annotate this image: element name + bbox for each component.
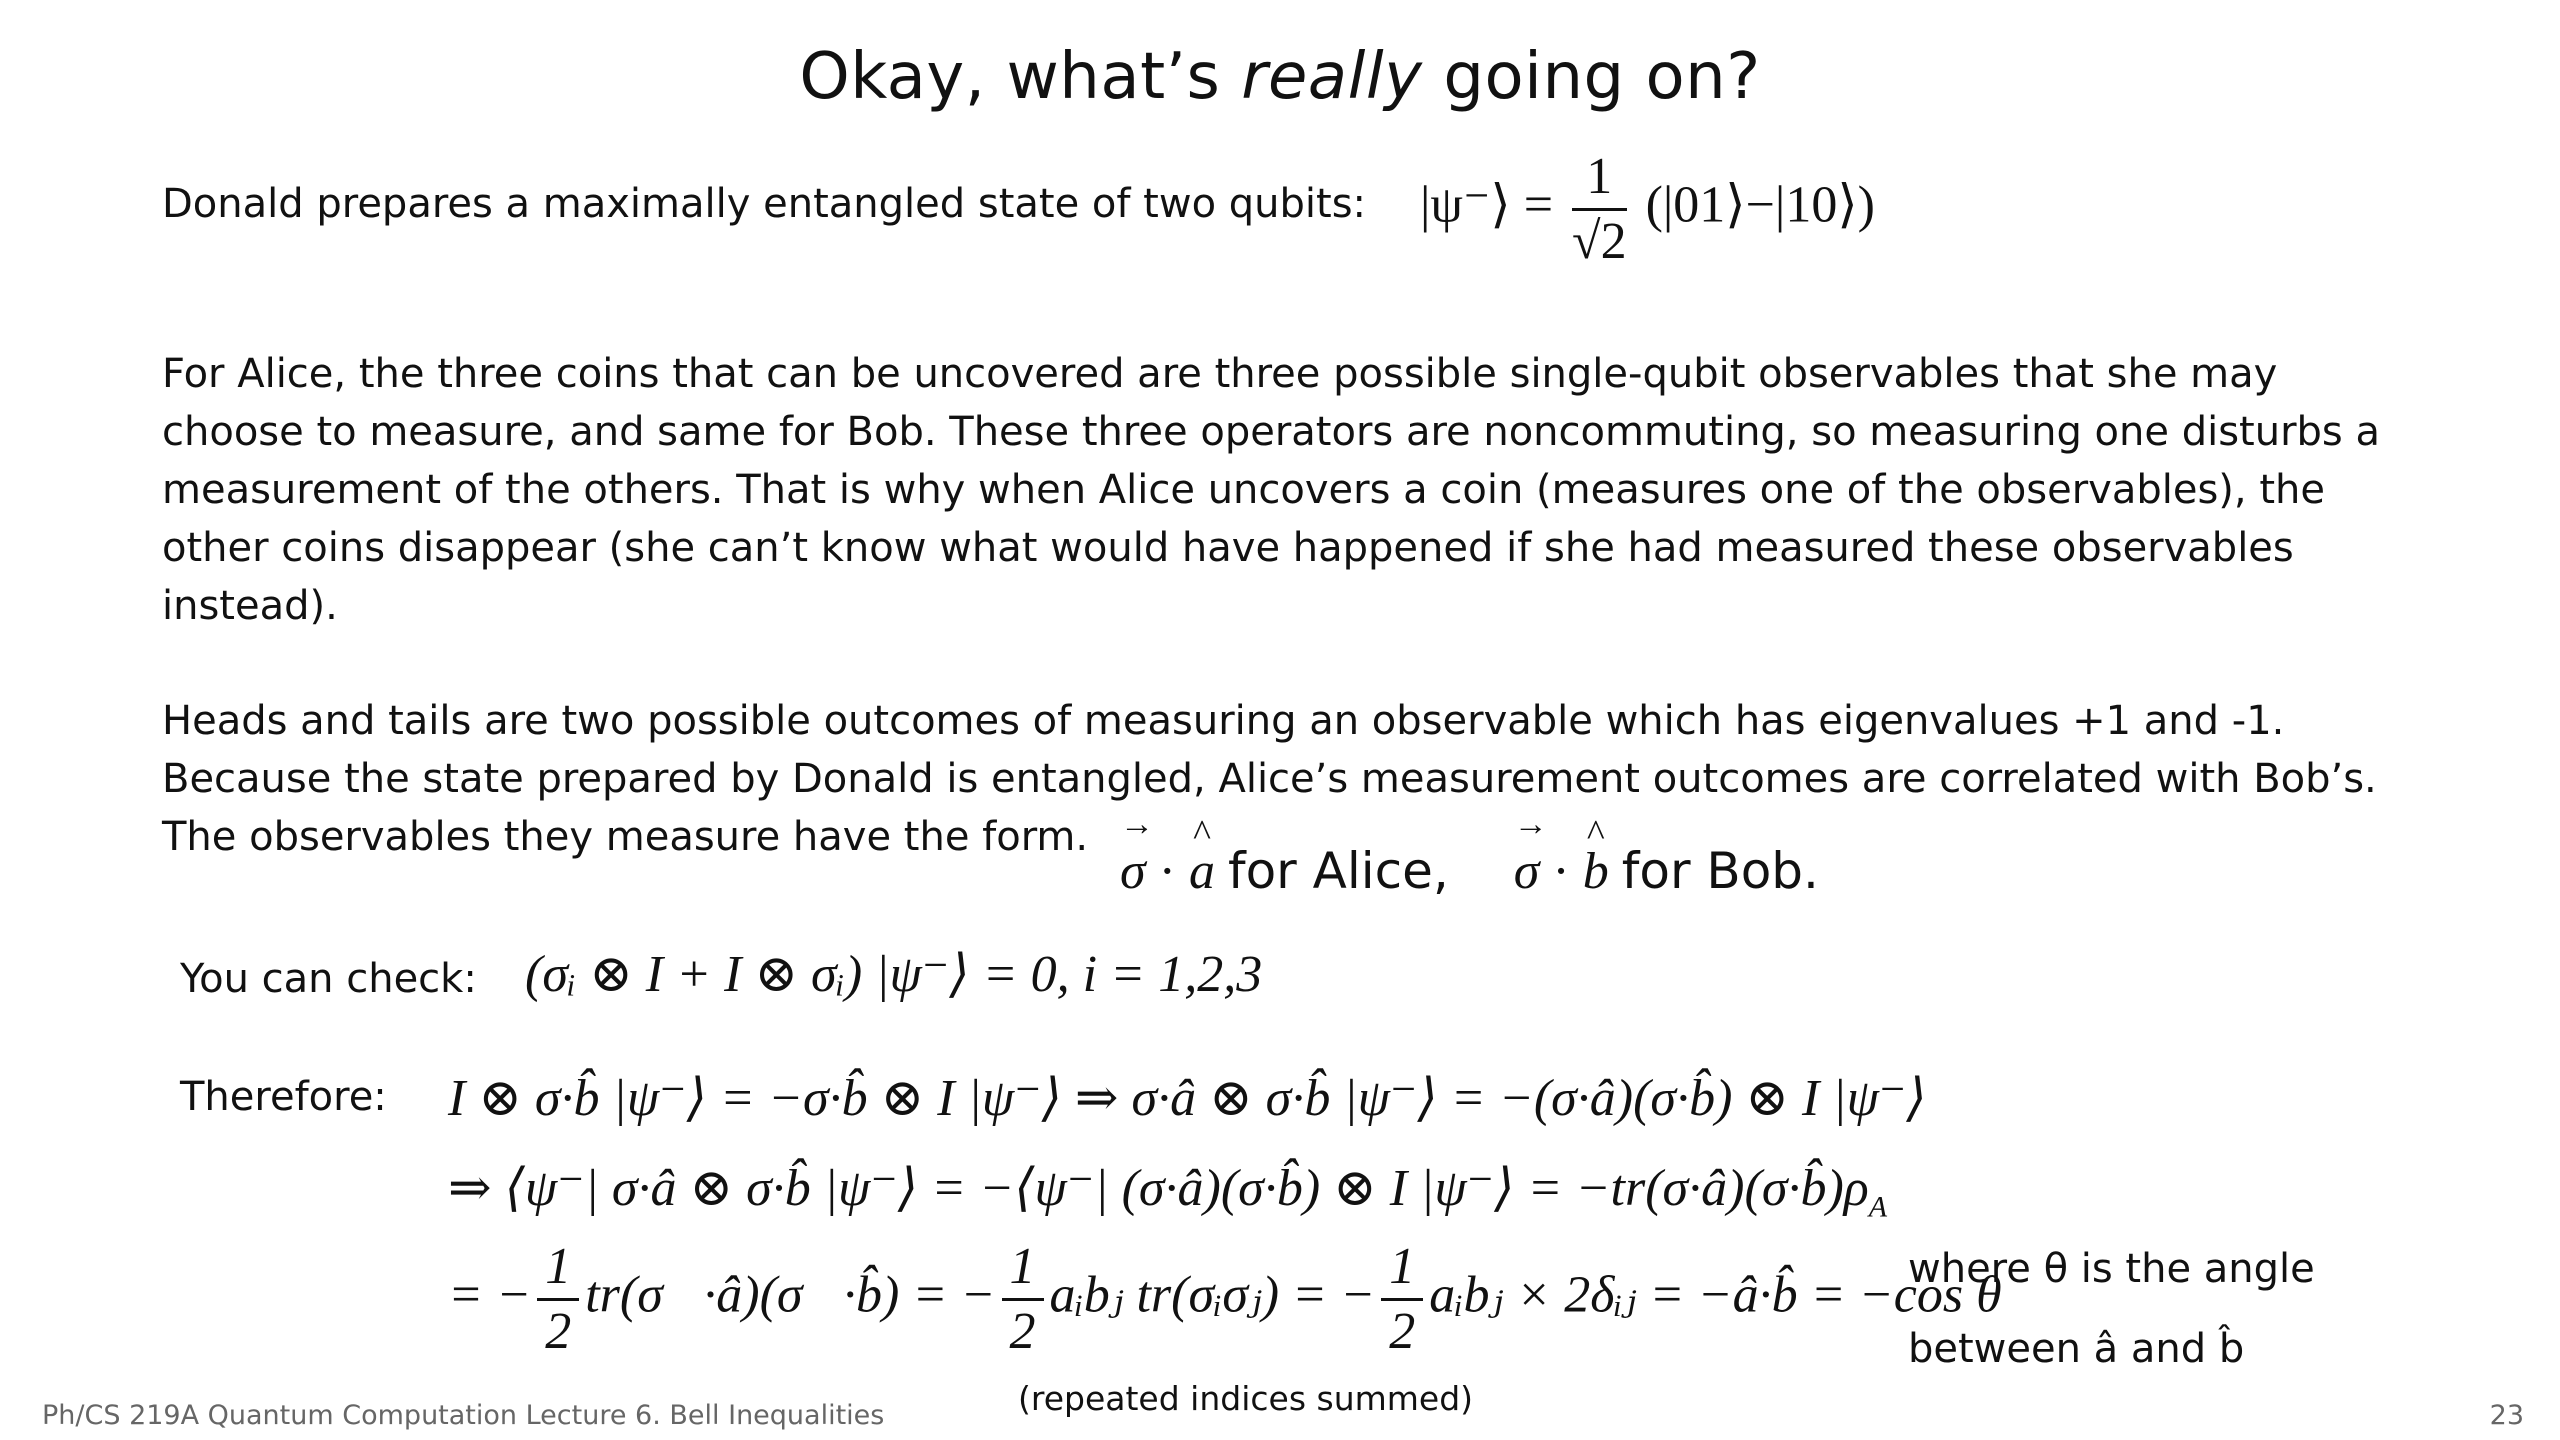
half-fraction [1381,1236,1423,1363]
sigma-vector: σ → [1514,842,1540,901]
half-fraction [537,1236,579,1363]
page-number: 23 [2489,1400,2524,1431]
fraction-denominator: 2 [545,1303,572,1360]
half-fraction [1002,1236,1044,1363]
title-part: going on? [1422,40,1761,114]
paragraph-line: measurement of the others. That is why when Alice uncovers a coin (measures one of the observables), the [162,467,2325,513]
eq3-part: aᵢbⱼ tr(σᵢσⱼ) = − [1049,1266,1376,1324]
fraction-denominator: 2 [1389,1303,1416,1360]
a-hat: a ^ [1189,842,1215,901]
eq3-part: tr(σ⃗·â)(σ⃗·b̂) = − [585,1266,996,1324]
state-fraction [1572,146,1627,273]
summed-note: (repeated indices summed) [1018,1379,1474,1418]
state-lhs: |ψ⁻⟩ = [1420,176,1554,234]
paragraph-line: For Alice, the three coins that can be uncovered are three possible single-qubit observables that she may [162,351,2278,397]
observables-form: σ → · a ^ for Alice, σ → · b ^ for Bob. [1120,842,1819,901]
slide-title [0,40,2560,114]
eq3-part: = − [448,1266,532,1324]
intro-text: Donald prepares a maximally entangled state of two qubits: [162,181,1367,227]
paragraph-line: Because the state prepared by Donald is entangled, Alice’s measurement outcomes are correlated with Bob’s. [162,756,2377,802]
fraction-denominator: √2 [1572,213,1627,270]
equation-line-3 [448,1236,2002,1363]
title-emphasis: really [1241,40,1423,114]
fraction-numerator: 1 [537,1236,579,1301]
fraction-denominator: 2 [1009,1303,1036,1360]
fraction-numerator: 1 [1002,1236,1044,1301]
paragraph-line: The observables they measure have the form. [162,814,1089,860]
where-line-2: between â and b̂ [1908,1326,2245,1372]
footer-course: Ph/CS 219A Quantum Computation Lecture 6. Bell Inequalities [42,1400,885,1431]
paragraph-coins [162,345,2380,635]
paragraph-line: other coins disappear (she can’t know what would have happened if she had measured these observables [162,525,2294,571]
b-hat: b ^ [1583,842,1609,901]
state-rhs: (|01⟩−|10⟩) [1645,176,1875,234]
sigma-vector: σ → [1120,842,1146,901]
fraction-numerator: 1 [1572,146,1627,211]
where-line-1: where θ is the angle [1908,1246,2315,1292]
title-part: Okay, what’s [799,40,1242,114]
fraction-numerator: 1 [1381,1236,1423,1301]
equation-line-2 [448,1158,1887,1224]
eq3-part: aᵢbⱼ × 2δᵢⱼ = −â·b̂ = −cos θ [1429,1266,2002,1324]
paragraph-line: instead). [162,583,338,629]
equation-line-1: I ⊗ σ·b̂ |ψ⁻⟩ = −σ·b̂ ⊗ I |ψ⁻⟩ ⇒ σ·â ⊗ σ·b̂ |ψ⁻⟩ = −(σ·â)(σ·b̂) ⊗ I |ψ⁻⟩ [448,1070,1927,1127]
paragraph-line: Heads and tails are two possible outcomes of measuring an observable which has eigenvalues +1 and -1. [162,698,2285,744]
therefore-label: Therefore: [180,1074,387,1120]
check-equation: (σᵢ ⊗ I + I ⊗ σᵢ) |ψ⁻⟩ = 0, i = 1,2,3 [525,946,1263,1003]
observable-alice-label: for Alice, [1227,842,1449,900]
observable-bob-label: for Bob. [1621,842,1819,900]
equation-line-2-main: ⇒ ⟨ψ⁻| σ·â ⊗ σ·b̂ |ψ⁻⟩ = −⟨ψ⁻| (σ·â)(σ·b̂) ⊗ I |ψ⁻⟩ = −tr(σ·â)(σ·b̂)ρ [448,1160,1869,1217]
paragraph-outcomes [162,692,2377,866]
check-label: You can check: [180,956,477,1002]
paragraph-line: choose to measure, and same for Bob. These three operators are noncommuting, so measuring one disturbs a [162,409,2380,455]
rho-subscript: A [1868,1190,1888,1224]
state-equation [1420,146,1875,273]
